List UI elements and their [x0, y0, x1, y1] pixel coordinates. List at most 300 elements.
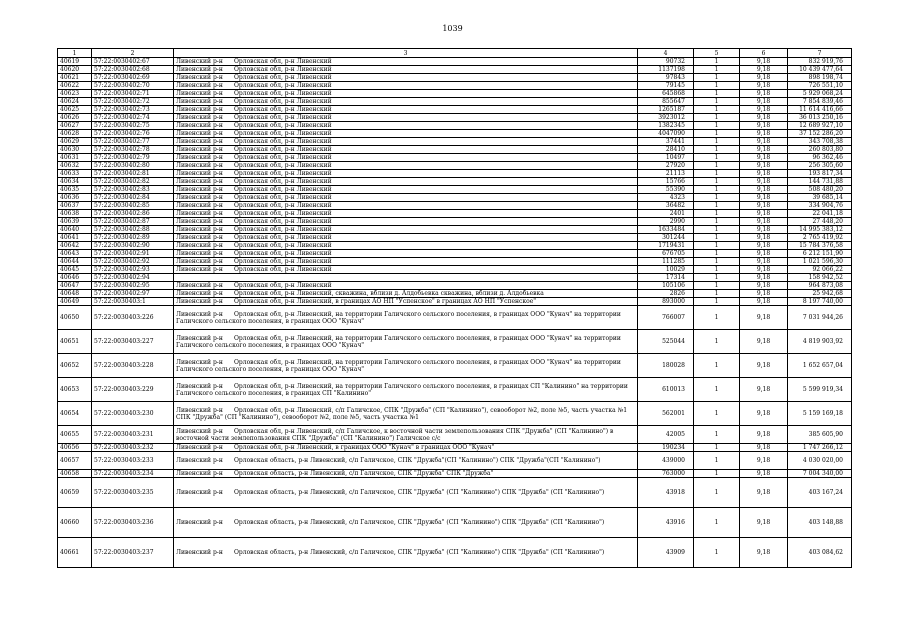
table-row — [58, 258, 852, 266]
district-label: Ливенский р-н — [176, 138, 223, 145]
cadastral-value-cell: 37 152 286,20 — [788, 130, 852, 138]
table-row — [58, 298, 852, 306]
cadastral-value-cell: 1 747 266,12 — [788, 444, 852, 452]
location-cell — [174, 58, 638, 66]
rate-cell: 9,18 — [740, 282, 788, 290]
location-cell — [174, 470, 638, 478]
count-cell: 1 — [694, 146, 740, 154]
count-cell: 1 — [694, 330, 740, 354]
cadastral-number: 57:22:0030402:81 — [92, 170, 174, 178]
area-cell: 4323 — [638, 194, 694, 202]
area-cell: 562001 — [638, 402, 694, 426]
count-cell: 1 — [694, 202, 740, 210]
table-row — [58, 354, 852, 378]
table-row — [58, 478, 852, 508]
cadastral-value-cell: 508 480,20 — [788, 186, 852, 194]
row-number: 40627 — [58, 122, 92, 130]
count-cell: 1 — [694, 178, 740, 186]
cadastral-value-cell: 334 904,76 — [788, 202, 852, 210]
row-number: 40660 — [58, 508, 92, 538]
table-row — [58, 90, 852, 98]
area-cell: 855647 — [638, 98, 694, 106]
count-cell: 1 — [694, 306, 740, 330]
cadastral-value-cell: 403 148,88 — [788, 508, 852, 538]
district-label: Ливенский р-н — [176, 210, 223, 217]
rate-cell: 9,18 — [740, 378, 788, 402]
location-text: Орловская область, р-н Ливенский, с/п Галичское, СПК "Дружба"(СП "Калинино") СПК "Дружба"(СП "Калинино") — [234, 457, 601, 464]
cadastral-value-cell: 92 066,22 — [788, 266, 852, 274]
rate-cell: 9,18 — [740, 444, 788, 452]
district-label: Ливенский р-н — [176, 202, 223, 209]
location-text: Орловская область, р-н Ливенский, с/п Галичское, СПК "Дружба" СПК "Дружба" — [234, 470, 494, 477]
count-cell: 1 — [694, 378, 740, 402]
row-number: 40635 — [58, 186, 92, 194]
cadastral-number: 57:22:0030402:92 — [92, 258, 174, 266]
row-number: 40656 — [58, 444, 92, 452]
cadastral-value-cell: 27 448,20 — [788, 218, 852, 226]
location-text: Орловская обл, р-н Ливенский — [234, 82, 332, 89]
cadastral-value-cell: 8 197 740,00 — [788, 298, 852, 306]
cadastral-number: 57:22:0030402:84 — [92, 194, 174, 202]
location-text: Орловская обл, р-н Ливенский — [234, 98, 332, 105]
cadastral-number: 57:22:0030402:76 — [92, 130, 174, 138]
cadastral-number: 57:22:0030402:67 — [92, 58, 174, 66]
location-cell — [174, 538, 638, 568]
cadastral-number: 57:22:0030403:230 — [92, 402, 174, 426]
count-cell: 1 — [694, 66, 740, 74]
row-number: 40651 — [58, 330, 92, 354]
cadastral-number: 57:22:0030402:82 — [92, 178, 174, 186]
count-cell: 1 — [694, 538, 740, 568]
row-number: 40636 — [58, 194, 92, 202]
area-cell: 10029 — [638, 266, 694, 274]
area-cell: 90732 — [638, 58, 694, 66]
rate-cell: 9,18 — [740, 138, 788, 146]
location-cell — [174, 90, 638, 98]
area-cell: 2826 — [638, 290, 694, 298]
count-cell: 1 — [694, 266, 740, 274]
row-number: 40650 — [58, 306, 92, 330]
cadastral-number: 57:22:0030402:79 — [92, 154, 174, 162]
location-cell — [174, 210, 638, 218]
rate-cell: 9,18 — [740, 470, 788, 478]
column-number-row — [58, 49, 852, 58]
cadastral-value-cell: 403 084,62 — [788, 538, 852, 568]
location-cell — [174, 170, 638, 178]
district-label: Ливенский р-н — [176, 90, 223, 97]
location-cell — [174, 66, 638, 74]
location-cell — [174, 452, 638, 470]
area-cell: 1382345 — [638, 122, 694, 130]
cadastral-number: 57:22:0030402:68 — [92, 66, 174, 74]
location-cell — [174, 130, 638, 138]
location-cell — [174, 250, 638, 258]
row-number: 40620 — [58, 66, 92, 74]
table-row — [58, 74, 852, 82]
cadastral-number: 57:22:0030402:86 — [92, 210, 174, 218]
location-cell — [174, 402, 638, 426]
district-label: Ливенский р-н — [176, 250, 223, 257]
cadastral-number: 57:22:0030402:80 — [92, 162, 174, 170]
cadastral-value-cell: 256 305,60 — [788, 162, 852, 170]
area-cell: 1137198 — [638, 66, 694, 74]
row-number: 40634 — [58, 178, 92, 186]
location-text: Орловская обл, р-н Ливенский — [234, 194, 332, 201]
count-cell: 1 — [694, 282, 740, 290]
count-cell: 1 — [694, 234, 740, 242]
table-row — [58, 226, 852, 234]
cadastral-value-cell: 39 685,14 — [788, 194, 852, 202]
cadastral-number: 57:22:0030402:78 — [92, 146, 174, 154]
cadastral-number: 57:22:0030403:235 — [92, 478, 174, 508]
rate-cell: 9,18 — [740, 538, 788, 568]
row-number: 40661 — [58, 538, 92, 568]
location-cell — [174, 378, 638, 402]
rate-cell: 9,18 — [740, 178, 788, 186]
location-cell — [174, 178, 638, 186]
cadastral-value-cell: 7 854 839,46 — [788, 98, 852, 106]
row-number: 40655 — [58, 426, 92, 444]
cadastral-number: 57:22:0030402:70 — [92, 82, 174, 90]
page-number: 1039 — [442, 24, 463, 33]
cadastral-number: 57:22:0030402:71 — [92, 90, 174, 98]
location-cell — [174, 274, 638, 282]
row-number: 40631 — [58, 154, 92, 162]
area-cell: 79145 — [638, 82, 694, 90]
location-text: Орловская обл, р-н Ливенский — [234, 170, 332, 177]
cadastral-number: 57:22:0030403:237 — [92, 538, 174, 568]
table-row — [58, 178, 852, 186]
rate-cell: 9,18 — [740, 298, 788, 306]
location-text: Орловская обл, р-н Ливенский, с/п Галичское, к восточной части землепользования СПК "Дружба" (СП "Калинино") в восточной части землепользования СПК "Дружба" (СП "Калинино") Галичское с/с — [176, 427, 614, 442]
cadastral-value-cell: 12 689 927,10 — [788, 122, 852, 130]
district-label: Ливенский р-н — [176, 470, 223, 477]
count-cell: 1 — [694, 74, 740, 82]
rate-cell: 9,18 — [740, 106, 788, 114]
count-cell: 1 — [694, 290, 740, 298]
row-number: 40653 — [58, 378, 92, 402]
table-row — [58, 202, 852, 210]
cadastral-number: 57:22:0030402:94 — [92, 274, 174, 282]
table-row — [58, 98, 852, 106]
location-text: Орловская обл, р-н Ливенский — [234, 250, 332, 257]
location-cell — [174, 98, 638, 106]
district-label: Ливенский р-н — [176, 106, 223, 113]
rate-cell: 9,18 — [740, 266, 788, 274]
location-cell — [174, 218, 638, 226]
row-number: 40641 — [58, 234, 92, 242]
cadastral-value-cell: 6 212 151,90 — [788, 250, 852, 258]
count-cell: 1 — [694, 478, 740, 508]
row-number: 40643 — [58, 250, 92, 258]
location-cell — [174, 234, 638, 242]
location-cell — [174, 186, 638, 194]
count-cell: 1 — [694, 162, 740, 170]
rate-cell: 9,18 — [740, 508, 788, 538]
count-cell: 1 — [694, 170, 740, 178]
location-cell — [174, 258, 638, 266]
row-number: 40646 — [58, 274, 92, 282]
row-number: 40644 — [58, 258, 92, 266]
table-row — [58, 508, 852, 538]
district-label: Ливенский р-н — [176, 58, 223, 65]
district-label: Ливенский р-н — [176, 266, 223, 273]
table-row — [58, 402, 852, 426]
location-cell — [174, 298, 638, 306]
area-cell: 676705 — [638, 250, 694, 258]
rate-cell: 9,18 — [740, 210, 788, 218]
table-row — [58, 106, 852, 114]
cadastral-number: 57:22:0030402:77 — [92, 138, 174, 146]
district-label: Ливенский р-н — [176, 170, 223, 177]
district-label: Ливенский р-н — [176, 444, 223, 451]
district-label: Ливенский р-н — [176, 406, 223, 414]
location-text: Орловская обл, р-н Ливенский — [234, 202, 332, 209]
table-row — [58, 138, 852, 146]
rate-cell: 9,18 — [740, 306, 788, 330]
row-number: 40637 — [58, 202, 92, 210]
rate-cell: 9,18 — [740, 98, 788, 106]
location-text: Орловская обл, р-н Ливенский — [234, 282, 332, 289]
table-row — [58, 444, 852, 452]
district-label: Ливенский р-н — [176, 258, 223, 265]
area-cell: 763000 — [638, 470, 694, 478]
location-text: Орловская обл, р-н Ливенский — [234, 138, 332, 145]
row-number: 40629 — [58, 138, 92, 146]
column-header: 7 — [788, 49, 852, 58]
cadastral-value-cell: 726 551,10 — [788, 82, 852, 90]
count-cell: 1 — [694, 114, 740, 122]
cadastral-value-cell: 15 784 376,58 — [788, 242, 852, 250]
table-row — [58, 114, 852, 122]
district-label: Ливенский р-н — [176, 489, 223, 496]
area-cell: 645868 — [638, 90, 694, 98]
district-label: Ливенский р-н — [176, 146, 223, 153]
count-cell: 1 — [694, 210, 740, 218]
district-label: Ливенский р-н — [176, 549, 223, 556]
location-text: Орловская обл, р-н Ливенский, на территории Галичского сельского поселения, в границах СП "Калинино" на территории Галичского сельского поселения, в границах СП "Калинино" — [176, 382, 628, 397]
row-number: 40632 — [58, 162, 92, 170]
cadastral-number: 57:22:0030402:83 — [92, 186, 174, 194]
column-header: 5 — [694, 49, 740, 58]
cadastral-value-cell: 403 167,24 — [788, 478, 852, 508]
location-text: Орловская область, р-н Ливенский, с/п Галичское, СПК "Дружба" (СП "Калинино") СПК "Дружба" (СП "Калинино") — [234, 519, 605, 526]
area-cell: 55390 — [638, 186, 694, 194]
count-cell: 1 — [694, 218, 740, 226]
row-number: 40630 — [58, 146, 92, 154]
count-cell: 1 — [694, 194, 740, 202]
location-text: Орловская обл, р-н Ливенский — [234, 266, 332, 273]
area-cell: 439000 — [638, 452, 694, 470]
table-row — [58, 130, 852, 138]
location-cell — [174, 478, 638, 508]
district-label: Ливенский р-н — [176, 310, 223, 318]
location-cell — [174, 162, 638, 170]
cadastral-value-cell: 7 004 340,00 — [788, 470, 852, 478]
cadastral-number: 57:22:0030402:87 — [92, 218, 174, 226]
rate-cell: 9,18 — [740, 402, 788, 426]
district-label: Ливенский р-н — [176, 178, 223, 185]
area-cell: 610013 — [638, 378, 694, 402]
area-cell: 180028 — [638, 354, 694, 378]
table-row — [58, 242, 852, 250]
rate-cell: 9,18 — [740, 74, 788, 82]
location-cell — [174, 282, 638, 290]
table-row — [58, 538, 852, 568]
rate-cell: 9,18 — [740, 162, 788, 170]
count-cell: 1 — [694, 470, 740, 478]
count-cell: 1 — [694, 82, 740, 90]
location-cell — [174, 202, 638, 210]
district-label: Ливенский р-н — [176, 382, 223, 390]
area-cell: 3923012 — [638, 114, 694, 122]
rate-cell: 9,18 — [740, 226, 788, 234]
cadastral-number: 57:22:0030402:69 — [92, 74, 174, 82]
location-text: Орловская обл, р-н Ливенский — [234, 186, 332, 193]
district-label: Ливенский р-н — [176, 218, 223, 225]
count-cell: 1 — [694, 154, 740, 162]
district-label: Ливенский р-н — [176, 427, 223, 435]
district-label: Ливенский р-н — [176, 122, 223, 129]
area-cell: 28410 — [638, 146, 694, 154]
district-label: Ливенский р-н — [176, 519, 223, 526]
rate-cell: 9,18 — [740, 186, 788, 194]
count-cell: 1 — [694, 298, 740, 306]
table-row — [58, 218, 852, 226]
cadastral-value-cell: 7 031 944,26 — [788, 306, 852, 330]
rate-cell: 9,18 — [740, 330, 788, 354]
count-cell: 1 — [694, 122, 740, 130]
cadastral-number: 57:22:0030402:72 — [92, 98, 174, 106]
rate-cell: 9,18 — [740, 242, 788, 250]
location-cell — [174, 508, 638, 538]
location-text: Орловская обл, р-н Ливенский — [234, 114, 332, 121]
row-number: 40626 — [58, 114, 92, 122]
row-number: 40642 — [58, 242, 92, 250]
table-row — [58, 194, 852, 202]
row-number: 40624 — [58, 98, 92, 106]
area-cell: 2990 — [638, 218, 694, 226]
location-text: Орловская обл, р-н Ливенский, скважина, вблизи д. Алдобьевка скважина, вблизи д. Алдобьевка — [234, 290, 544, 297]
row-number: 40621 — [58, 74, 92, 82]
count-cell: 1 — [694, 242, 740, 250]
location-cell — [174, 146, 638, 154]
row-number: 40640 — [58, 226, 92, 234]
row-number: 40645 — [58, 266, 92, 274]
cadastral-value-cell: 260 803,80 — [788, 146, 852, 154]
location-text: Орловская обл, р-н Ливенский — [234, 154, 332, 161]
rate-cell: 9,18 — [740, 250, 788, 258]
cadastral-value-cell: 343 708,38 — [788, 138, 852, 146]
column-header: 2 — [92, 49, 174, 58]
location-cell — [174, 154, 638, 162]
column-header: 3 — [174, 49, 638, 58]
table-row — [58, 234, 852, 242]
cadastral-value-cell: 25 942,68 — [788, 290, 852, 298]
area-cell: 10497 — [638, 154, 694, 162]
cadastral-number: 57:22:0030403:1 — [92, 298, 174, 306]
location-text: Орловская обл, р-н Ливенский — [234, 130, 332, 137]
cadastral-value-cell: 4 819 903,92 — [788, 330, 852, 354]
table-row — [58, 274, 852, 282]
row-number: 40659 — [58, 478, 92, 508]
location-text: Орловская обл, р-н Ливенский, с/п Галичское, СПК "Дружба" (СП "Калинино"), севооборот №2, поле №5, часть участка №1 СПК "Дружба" (СП "Калинино"), севооборот №2, поле №5, часть участка №1 — [176, 406, 628, 421]
cadastral-value-table — [57, 48, 852, 568]
count-cell: 1 — [694, 508, 740, 538]
area-cell: 21113 — [638, 170, 694, 178]
column-header: 4 — [638, 49, 694, 58]
rate-cell: 9,18 — [740, 114, 788, 122]
location-cell — [174, 354, 638, 378]
district-label: Ливенский р-н — [176, 130, 223, 137]
cadastral-value-cell: 4 030 020,00 — [788, 452, 852, 470]
table-row — [58, 186, 852, 194]
area-cell: 190234 — [638, 444, 694, 452]
location-cell — [174, 290, 638, 298]
cadastral-number: 57:22:0030402:95 — [92, 282, 174, 290]
cadastral-value-cell: 11 614 416,66 — [788, 106, 852, 114]
cadastral-value-cell: 144 731,88 — [788, 178, 852, 186]
district-label: Ливенский р-н — [176, 234, 223, 241]
location-text: Орловская обл, р-н Ливенский — [234, 210, 332, 217]
row-number: 40623 — [58, 90, 92, 98]
cadastral-number: 57:22:0030403:231 — [92, 426, 174, 444]
location-text: Орловская область, р-н Ливенский, с/п Галичское, СПК "Дружба" (СП "Калинино") СПК "Дружба" (СП "Калинино") — [234, 549, 605, 556]
cadastral-value-cell: 10 439 477,64 — [788, 66, 852, 74]
count-cell: 1 — [694, 106, 740, 114]
row-number: 40622 — [58, 82, 92, 90]
district-label: Ливенский р-н — [176, 162, 223, 169]
rate-cell: 9,18 — [740, 130, 788, 138]
rate-cell: 9,18 — [740, 218, 788, 226]
cadastral-value-cell: 5 159 169,18 — [788, 402, 852, 426]
rate-cell: 9,18 — [740, 58, 788, 66]
location-cell — [174, 138, 638, 146]
cadastral-number: 57:22:0030402:73 — [92, 106, 174, 114]
area-cell: 97843 — [638, 74, 694, 82]
table-row — [58, 146, 852, 154]
location-text: Орловская обл, р-н Ливенский, на территории Галичского сельского поселения, в границах ООО "Кунач" на территории Галичского сельского поселения, в границах ООО "Кунач" — [176, 310, 621, 325]
location-cell — [174, 82, 638, 90]
rate-cell: 9,18 — [740, 258, 788, 266]
count-cell: 1 — [694, 402, 740, 426]
cadastral-number: 57:22:0030402:74 — [92, 114, 174, 122]
cadastral-value-cell: 193 817,34 — [788, 170, 852, 178]
count-cell: 1 — [694, 226, 740, 234]
column-header: 1 — [58, 49, 92, 58]
area-cell: 766007 — [638, 306, 694, 330]
cadastral-value-cell: 158 942,52 — [788, 274, 852, 282]
cadastral-number: 57:22:0030402:85 — [92, 202, 174, 210]
cadastral-number: 57:22:0030403:232 — [92, 444, 174, 452]
table-row — [58, 82, 852, 90]
cadastral-value-cell: 1 021 596,30 — [788, 258, 852, 266]
cadastral-number: 57:22:0030403:236 — [92, 508, 174, 538]
area-cell: 1265187 — [638, 106, 694, 114]
cadastral-number: 57:22:0030402:97 — [92, 290, 174, 298]
location-text: Орловская обл, р-н Ливенский — [234, 242, 332, 249]
district-label: Ливенский р-н — [176, 66, 223, 73]
location-text: Орловская обл, р-н Ливенский — [234, 178, 332, 185]
row-number: 40648 — [58, 290, 92, 298]
count-cell: 1 — [694, 138, 740, 146]
cadastral-number: 57:22:0030403:226 — [92, 306, 174, 330]
location-text: Орловская обл, р-н Ливенский — [234, 146, 332, 153]
location-cell — [174, 194, 638, 202]
location-cell — [174, 444, 638, 452]
rate-cell: 9,18 — [740, 170, 788, 178]
row-number: 40633 — [58, 170, 92, 178]
